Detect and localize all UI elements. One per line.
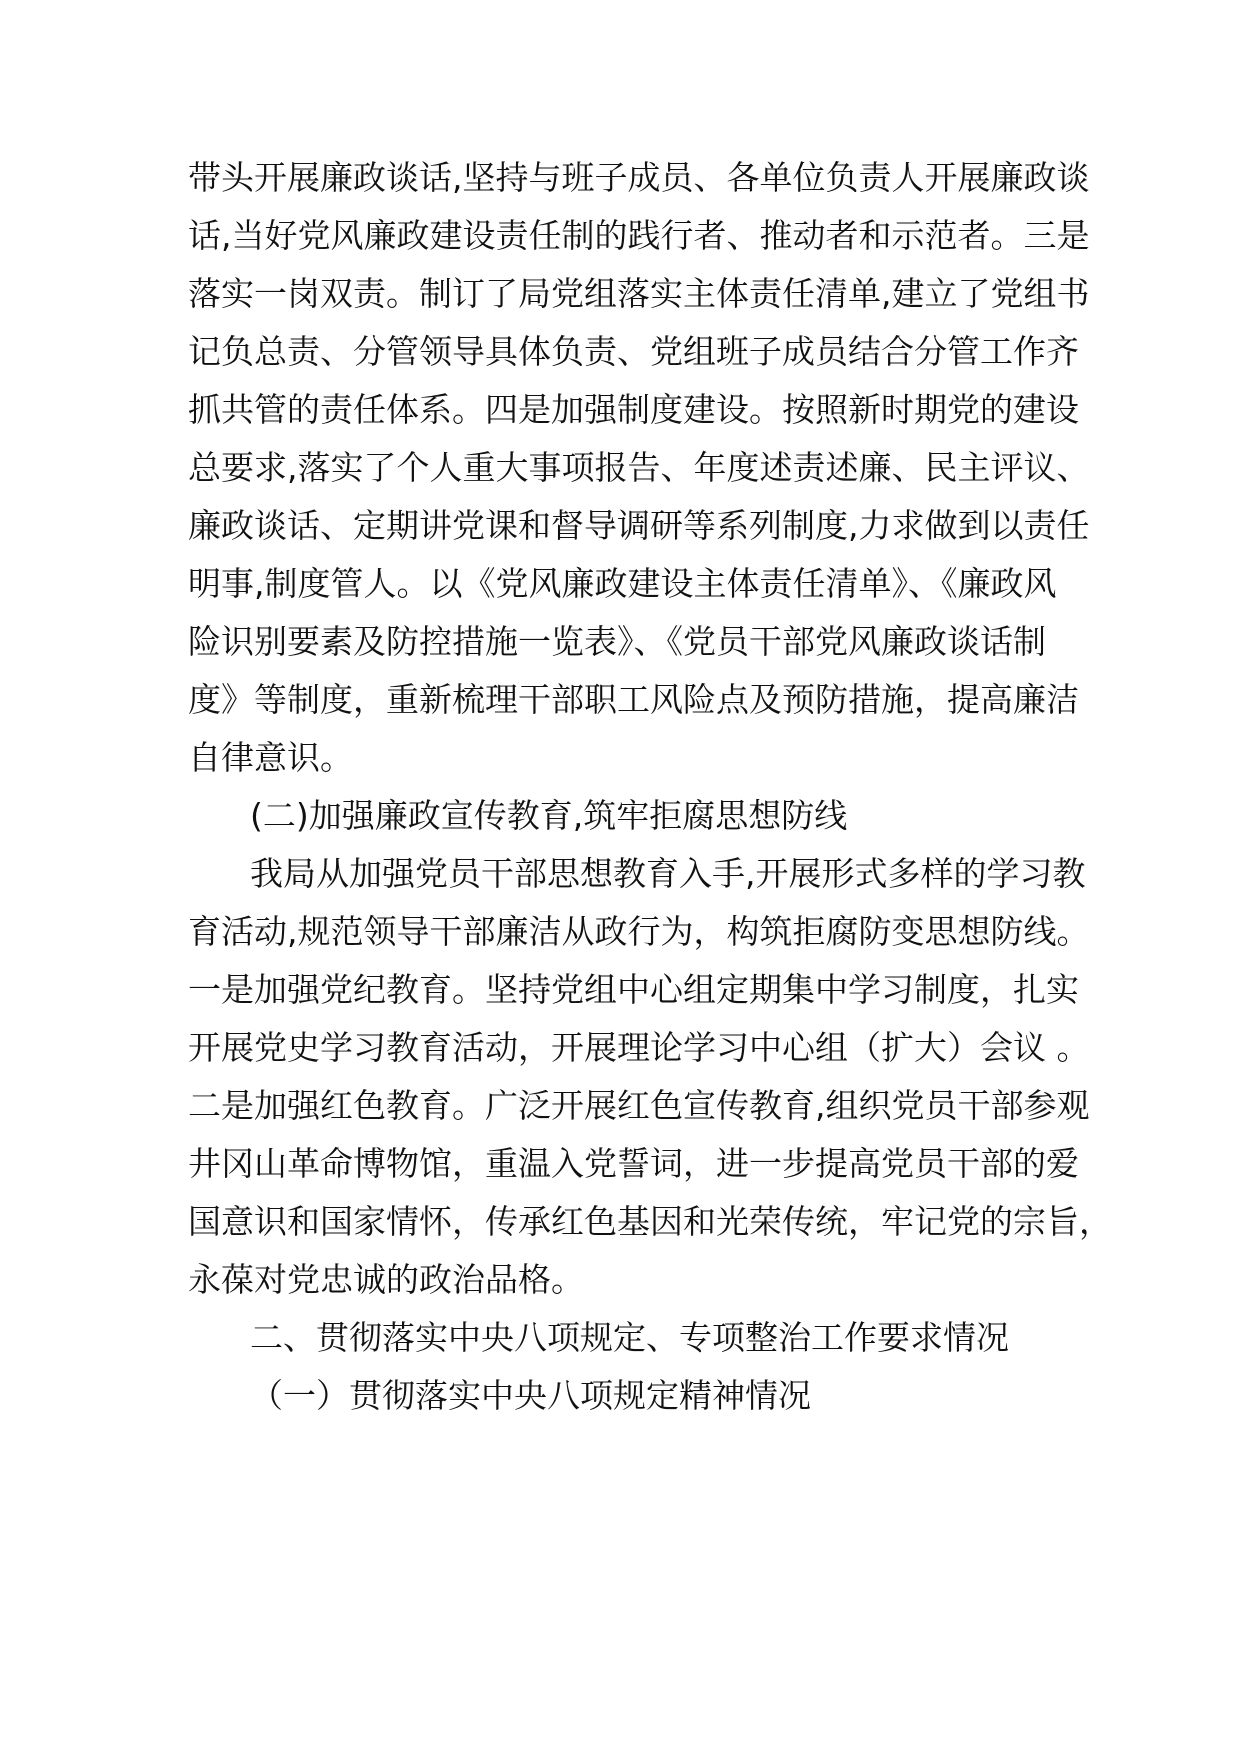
paragraph-line: 话,当好党风廉政建设责任制的践行者、推动者和示范者。三是: [188, 216, 1090, 255]
paragraph-line: 险识别要素及防控措施一览表》、《党员干部党风廉政谈话制: [188, 622, 1046, 661]
paragraph-line: 明事,制度管人。以《党风廉政建设主体责任清单》、《廉政风: [188, 564, 1057, 603]
paragraph-line: 落实一岗双责。制订了局党组落实主体责任清单,建立了党组书: [188, 274, 1090, 313]
section-heading: 二、贯彻落实中央八项规定、专项整治工作要求情况: [250, 1318, 1009, 1357]
paragraph-line: 廉政谈话、定期讲党课和督导调研等系列制度,力求做到以责任: [188, 506, 1090, 545]
paragraph-line: 二是加强红色教育。广泛开展红色宣传教育,组织党员干部参观: [188, 1086, 1090, 1125]
paragraph-line: 永葆对党忠诚的政治品格。: [188, 1260, 584, 1299]
paragraph-line: 育活动,规范领导干部廉洁从政行为，构筑拒腐防变思想防线。: [188, 912, 1090, 951]
paragraph-line: 国意识和国家情怀，传承红色基因和光荣传统，牢记党的宗旨，: [188, 1202, 1112, 1241]
paragraph-line: 度》等制度，重新梳理干部职工风险点及预防措施，提高廉洁: [188, 680, 1079, 719]
paragraph-line: 我局从加强党员干部思想教育入手,开展形式多样的学习教: [250, 854, 1086, 893]
paragraph-line: 开展党史学习教育活动，开展理论学习中心组（扩大）会议 。: [188, 1028, 1090, 1067]
paragraph-line: 一是加强党纪教育。坚持党组中心组定期集中学习制度，扎实: [188, 970, 1079, 1009]
subsection-heading: （一）贯彻落实中央八项规定精神情况: [250, 1376, 811, 1415]
paragraph-line: 自律意识。: [188, 738, 353, 777]
paragraph-line: 抓共管的责任体系。四是加强制度建设。按照新时期党的建设: [188, 390, 1079, 429]
paragraph-line: 带头开展廉政谈话,坚持与班子成员、各单位负责人开展廉政谈: [188, 158, 1090, 197]
paragraph-line: 记负总责、分管领导具体负责、党组班子成员结合分管工作齐: [188, 332, 1079, 371]
paragraph-line: 总要求,落实了个人重大事项报告、年度述责述廉、民主评议、: [188, 448, 1090, 487]
paragraph-line: 井冈山革命博物馆，重温入党誓词，进一步提高党员干部的爱: [188, 1144, 1079, 1183]
section-heading: (二)加强廉政宣传教育,筑牢拒腐思想防线: [250, 796, 848, 835]
